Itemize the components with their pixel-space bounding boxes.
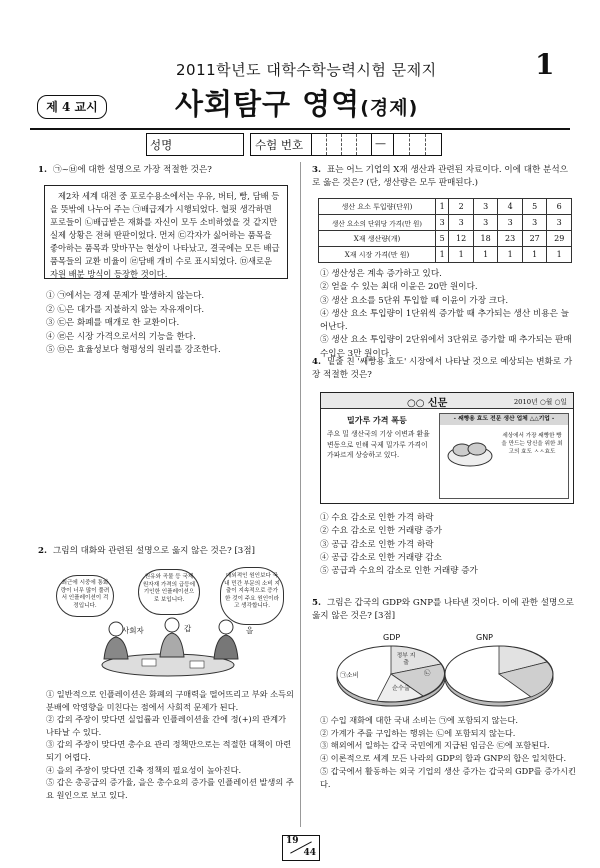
q4-newspaper bbox=[320, 392, 574, 504]
q2-number: 2. bbox=[38, 546, 47, 556]
table-cell: 29 bbox=[547, 231, 572, 247]
q2-cartoon bbox=[50, 565, 290, 680]
table-cell: 12 bbox=[449, 231, 474, 247]
q2-choice[interactable]: ① 일반적으로 인플레이션은 화폐의 구매력을 떨어뜨리고 부와 소득의 분배에 악영향을 미친다는 점에서 사회적 문제가 된다. bbox=[46, 689, 294, 712]
q2-choice[interactable]: ② 갑의 주장이 맞다면 실업률과 인플레이션율 간에 정(+)의 관계가 나타날 수 있다. bbox=[46, 714, 286, 737]
table-cell: 5 bbox=[522, 199, 547, 215]
q4-choice[interactable]: ④ 공급 감소로 인한 거래량 감소 bbox=[320, 552, 442, 563]
speech-bubble-a: 원유와 곡물 등 국제 원자재 가격의 급등에 기인한 인플레이션으로 보입니다. bbox=[138, 569, 200, 615]
exam-number-box[interactable] bbox=[250, 133, 442, 156]
subject-main: 사회탐구 영역 bbox=[175, 87, 361, 121]
news-body: 주요 밀 생산국의 기상 이변과 환율 변동으로 인해 국제 밀가루 가격이 가파르게 상승하고 있다. bbox=[327, 430, 430, 460]
q3-table bbox=[318, 198, 572, 263]
table-cell: 6 bbox=[547, 199, 572, 215]
q1-stem bbox=[38, 164, 294, 177]
exam-cell bbox=[311, 134, 312, 155]
q1-choice[interactable]: ② ㉡은 대가를 지불하지 않는 자유재이다. bbox=[46, 304, 205, 315]
label-host: 사회자 bbox=[122, 626, 144, 635]
q5-number: 5. bbox=[312, 598, 321, 608]
q1-choice[interactable]: ③ ㉢은 화폐를 매개로 한 교환이다. bbox=[46, 318, 180, 329]
person-b-head bbox=[219, 620, 233, 634]
table-cell: 1 bbox=[436, 199, 449, 215]
q1-stem-text: ㉠~㉥에 대한 설명으로 가장 적절한 것은? bbox=[52, 165, 212, 175]
q3-choice[interactable]: ① 생산성은 계속 증가하고 있다. bbox=[320, 269, 442, 279]
q1-choice[interactable]: ① ㉠에서는 경제 문제가 발생하지 않는다. bbox=[46, 291, 205, 301]
news-title: ○○ 신문 bbox=[407, 398, 448, 409]
q5-choices bbox=[320, 714, 576, 790]
exam-cell bbox=[341, 134, 342, 155]
exam-number-cells bbox=[311, 134, 441, 155]
subject-title bbox=[175, 82, 418, 123]
q2-choice[interactable]: ⑤ 갑은 총공급의 증가율, 을은 총수요의 증가를 인플레이션 발생의 주요 원인으로 보고 있다. bbox=[46, 777, 294, 800]
q5-choice[interactable]: ② 가계가 주를 구입하는 행위는 ㉡에 포함되지 않는다. bbox=[320, 727, 516, 738]
table-cell: 23 bbox=[498, 231, 523, 247]
exam-title: 2011학년도 대학수학능력시험 문제지 bbox=[176, 61, 437, 79]
q5-choice[interactable]: ① 수입 재화에 대한 국내 소비는 ㉠에 포함되지 않는다. bbox=[320, 715, 518, 725]
exam-cell bbox=[393, 134, 394, 155]
page-current: 19 bbox=[286, 836, 299, 846]
q5-choice[interactable]: ③ 해외에서 일하는 갑국 국민에게 지급된 임금은 ㉢에 포함된다. bbox=[320, 740, 550, 751]
person-a-body bbox=[160, 633, 184, 657]
speech-bubble-b: 대외적인 원인보다 국내 민간 부문의 소비 지출이 지속적으로 증가한 것이 주요 원인이라고 생각합니다. bbox=[220, 567, 284, 625]
table-cell: 3 bbox=[473, 199, 498, 215]
table-cell: 3 bbox=[473, 215, 498, 231]
news-side-body: 세상에서 가장 쌔빵한 빵을 만드는 당신을 위한 최고의 효도 ㅅㅅ효도 bbox=[501, 433, 563, 456]
table-cell: 2 bbox=[449, 199, 474, 215]
exam-number-label: 수험 번호 bbox=[255, 138, 304, 152]
q1-passage-text: 제2차 세계 대전 중 포로수용소에서는 우유, 버터, 빵, 담배 등을 뜻밖에 나누어 주는 ㉠배급제가 시행되었다. 혈핏 생각하면 포로들이 ㉡배급받은 재화를 자신이 모두 소비하였을 것 같지만 실제 상황은 전혀 딴판이었다. 먼저 ㉢각자가 싫어하는 품목을 좋아하는 품목과 맞바꾸는 현상이 나타났고, 결국에는 모든 배급 품목들의 교환 비율이 ㉣담배 개비 수로 표시되었다. ㉤새로운 자원 배분 방식이 등장한 것이다. bbox=[50, 191, 280, 279]
news-masthead bbox=[321, 393, 573, 409]
page-number: 1 bbox=[535, 48, 555, 81]
table-cell: 1 bbox=[522, 247, 547, 263]
name-label: 성명 bbox=[150, 138, 173, 152]
paper bbox=[190, 661, 204, 668]
table-cell: 1 bbox=[498, 247, 523, 263]
q3-choice[interactable]: ② 얻을 수 있는 최대 이윤은 20만 원이다. bbox=[320, 282, 478, 293]
meeting-illustration bbox=[50, 613, 290, 679]
exam-dash: — bbox=[375, 137, 386, 150]
gdp-segment-label: 순수출 bbox=[392, 685, 410, 692]
table-row bbox=[319, 247, 572, 263]
paper bbox=[142, 659, 156, 666]
q4-stem bbox=[312, 356, 574, 382]
header-rule bbox=[30, 128, 570, 130]
table-cell: 18 bbox=[473, 231, 498, 247]
table-row bbox=[319, 215, 572, 231]
gdp-segment-label: ㉡ bbox=[424, 669, 431, 677]
q1-choice[interactable]: ④ ㉣은 시장 가격으로서의 기능을 한다. bbox=[46, 331, 196, 342]
q1-choice[interactable]: ⑤ ㉤은 효율성보다 형평성의 원리를 강조한다. bbox=[46, 345, 221, 356]
q1-number: 1. bbox=[38, 165, 47, 175]
news-date: 2010년 ○월 ○일 bbox=[513, 398, 567, 406]
q3-stem-text: 표는 어느 기업의 X재 생산과 관련된 자료이다. 이에 대한 분석으로 옳은 것은? (단, 생산량은 모두 판매된다.) bbox=[312, 165, 568, 189]
table-cell: 5 bbox=[436, 231, 449, 247]
table-row bbox=[319, 199, 572, 215]
gdp-segment-label: 정부 지출 bbox=[396, 653, 416, 666]
page-total: 44 bbox=[303, 848, 316, 858]
exam-cell bbox=[326, 134, 327, 155]
table-cell: 3 bbox=[449, 215, 474, 231]
table-cell: 1 bbox=[436, 247, 449, 263]
q4-choice[interactable]: ② 수요 감소로 인한 거래량 증가 bbox=[320, 526, 442, 537]
q4-choice[interactable]: ⑤ 공급과 수요의 감소로 인한 거래량 증가 bbox=[320, 566, 478, 577]
gdp-gnp-diagram bbox=[325, 642, 570, 710]
q2-choice[interactable]: ④ 을의 주장이 맞다면 긴축 정책의 필요성이 높아진다. bbox=[46, 764, 242, 775]
table-cell: 4 bbox=[498, 199, 523, 215]
q5-choice[interactable]: ⑤ 갑국에서 활동하는 외국 기업의 생산 증가는 갑국의 GDP를 증가시킨다. bbox=[320, 765, 576, 789]
q3-choice[interactable]: ⑤ 생산 요소 투입량이 2단위에서 3단위로 증가할 때 추가되는 판매 수입은 3만 원이다. bbox=[320, 335, 572, 359]
q3-number: 3. bbox=[312, 165, 321, 175]
gnp-label: GNP bbox=[476, 633, 494, 642]
host-head bbox=[109, 622, 123, 636]
subject-sub: (경제) bbox=[360, 97, 419, 119]
table-cell: 3 bbox=[436, 215, 449, 231]
table-cell: 27 bbox=[522, 231, 547, 247]
host-body bbox=[104, 637, 128, 659]
q4-choice[interactable]: ③ 공급 감소로 인한 가격 하락 bbox=[320, 539, 434, 550]
table-cell: 생산 요소의 단위당 가격(만 원) bbox=[319, 215, 436, 231]
person-b-body bbox=[214, 635, 238, 659]
label-b: 을 bbox=[246, 626, 254, 635]
table-cell: 생산 요소 투입량(단위) bbox=[319, 199, 436, 215]
column-divider bbox=[300, 162, 301, 827]
table-cell: 1 bbox=[547, 247, 572, 263]
q4-choices bbox=[320, 512, 574, 578]
table-cell: 1 bbox=[449, 247, 474, 263]
table-cell: X재 시장 가격(만 원) bbox=[319, 247, 436, 263]
table-cell: 3 bbox=[498, 215, 523, 231]
q2-choice[interactable]: ③ 갑의 주장이 맞다면 총수요 관리 정책만으로는 적절한 대책이 마련되기 어렵다. bbox=[46, 739, 292, 762]
gdp-label: GDP bbox=[383, 633, 401, 642]
news-side-title: - 쌔빵용 효도 전문 생산 업체 △△기업 - bbox=[440, 414, 568, 425]
exam-cell bbox=[356, 134, 357, 155]
page-counter bbox=[282, 835, 320, 861]
bread-icon bbox=[446, 432, 494, 468]
q4-stem-text: 밑줄 친 '쌔빵용 효도' 시장에서 나타날 것으로 예상되는 변화로 가장 적절한 것은? bbox=[312, 357, 573, 381]
q1-passage bbox=[44, 185, 288, 279]
exam-cell bbox=[371, 134, 372, 155]
exam-cell bbox=[409, 134, 410, 155]
q3-stem bbox=[312, 164, 574, 190]
person-a-head bbox=[165, 618, 179, 632]
q2-stem bbox=[38, 545, 294, 558]
q3-choices bbox=[320, 268, 574, 361]
q5-stem-text: 그림은 갑국의 GDP와 GNP를 나타낸 것이다. 이에 관한 설명으로 옳지 않은 것은? [3점] bbox=[312, 598, 574, 622]
label-a: 갑 bbox=[184, 624, 192, 633]
q2-stem-text: 그림의 대화와 관련된 설명으로 옳지 않은 것은? [3점] bbox=[52, 546, 255, 556]
table-cell: 3 bbox=[522, 215, 547, 231]
table-cell: 1 bbox=[473, 247, 498, 263]
table-cell: X재 생산량(개) bbox=[319, 231, 436, 247]
gdp-segment-label: ㉠소비 bbox=[340, 671, 359, 679]
q2-choices bbox=[46, 688, 296, 801]
news-side-panel bbox=[439, 413, 569, 499]
exam-cell bbox=[425, 134, 426, 155]
q5-choice[interactable]: ④ 이론적으로 세계 모든 나라의 GDP의 합과 GNP의 합은 일치한다. bbox=[320, 753, 567, 764]
q1-choices bbox=[46, 290, 296, 358]
q4-number: 4. bbox=[312, 357, 321, 367]
q3-choice[interactable]: ③ 생산 요소를 5단위 투입할 때 이윤이 가장 크다. bbox=[320, 295, 509, 306]
q3-choice[interactable]: ④ 생산 요소 투입량이 1단위씩 증가할 때 추가되는 생산 비용은 늘어난다. bbox=[320, 308, 569, 333]
period-badge: 제 4 교시 bbox=[37, 95, 107, 119]
q5-stem bbox=[312, 597, 574, 623]
name-box[interactable] bbox=[146, 133, 244, 156]
q4-choice[interactable]: ① 수요 감소로 인한 가격 하락 bbox=[320, 513, 434, 523]
news-headline: 밀가루 가격 폭등 bbox=[347, 416, 407, 425]
table-row bbox=[319, 231, 572, 247]
table-cell: 3 bbox=[547, 215, 572, 231]
speech-bubble-host: 최근에 시중에 통화량이 너무 많이 풀려서 인플레이션이 걱정입니다. bbox=[56, 575, 114, 617]
